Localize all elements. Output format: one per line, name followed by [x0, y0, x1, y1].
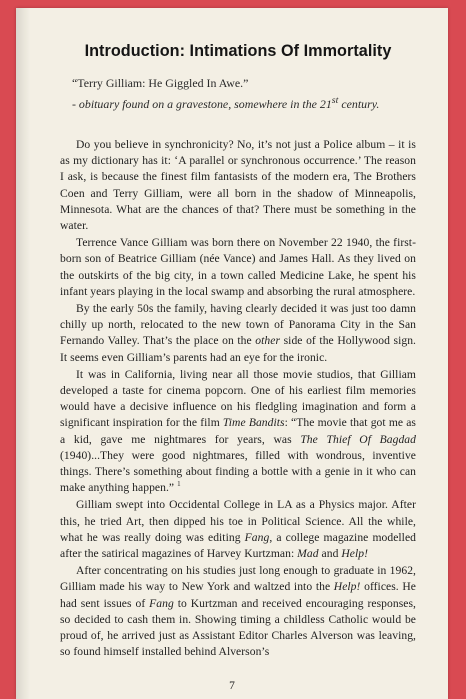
paragraph-6 [60, 563, 416, 660]
paragraph-3-italic-other: other [255, 334, 281, 348]
paragraph-4-text-c: : “The movie that got me as a kid, gave me nightmares for years, was [60, 416, 416, 446]
paragraph-5-italic-mad: Mad [297, 547, 319, 561]
paragraph-3 [60, 301, 416, 366]
paragraph-6-text-e: to Kurtzman and received encouraging responses, so decided to cash them in. Showing timing a childless Catholic would be proud of, he arrived just as Assistant Editor Charles Alverson was leaving, so found himself installed behind Alverson’s [60, 596, 416, 659]
page-number: 7 [229, 680, 235, 692]
paragraph-5-italic-fang: Fang [244, 530, 270, 544]
epigraph-source-text: - obituary found on a gravestone, somewhere in the 21 [72, 96, 332, 111]
paragraph-4 [60, 367, 416, 497]
epigraph [72, 75, 416, 113]
paragraph-5-italic-help: Help! [341, 547, 369, 561]
spine-shadow [16, 8, 30, 699]
paragraph-6-italic-fang: Fang [149, 596, 174, 610]
paragraph-4-italic-time-bandits: Time Bandits [222, 416, 285, 430]
epigraph-quote: “Terry Gilliam: He Giggled In Awe.” [72, 76, 249, 90]
paragraph-4-text-a: It was in California, living near all those movie studios, that Gilliam developed a taste for cinema popcorn. One of his earliest film memories would have a decisive influence on his fledgling imagination and form a significant inspiration for the film [60, 367, 416, 430]
paragraph-5-text-e: and [318, 547, 342, 561]
epigraph-source-end: century. [338, 96, 380, 111]
epigraph-source-superscript: st [331, 95, 339, 106]
paragraph-5-text-c: , a college magazine modelled after the satirical magazines of Harvey Kurtzman: [60, 530, 416, 561]
paragraph-3-text-c: side of the Hollywood sign. It seems even Gilliam’s parents had an eye for the ironic. [60, 334, 417, 364]
paragraph-5 [60, 497, 416, 562]
page-content [60, 42, 416, 661]
book-page [16, 8, 448, 699]
epigraph-source [72, 92, 416, 113]
paragraph-1: Do you believe in synchronicity? No, it’s not just a Police album – it is as my dictionary has it: ‘A parallel or synchronous occurrence.’ The reason I ask, is because the finest film fantasists of the modern era, The Brothers Coen and Terry Gilliam, were all born in the shadow of Minneapolis, Minnesota. What are the chances of that? There must be something in the water. [60, 137, 416, 232]
paragraph-4-text-e: (1940)...They were good nightmares, filled with wondrous, inventive things. There’s something about finding a bottle with a genie in it who can make anything happen.” [60, 448, 416, 495]
footnote-marker: 1 [177, 480, 181, 489]
paragraph-4-italic-thief-of-bagdad: The Thief Of Bagdad [300, 432, 416, 446]
paragraph-6-italic-help: Help! [333, 580, 361, 594]
chapter-title: Introduction: Intimations Of Immortality [84, 42, 392, 60]
paragraph-3-text-a: By the early 50s the family, having clearly decided it was just too damn chilly up north, relocated to the new town of Panorama City in the San Fernando Valley. That’s the place on the [60, 302, 416, 348]
paragraph-5-text-a: Gilliam swept into Occidental College in LA as a Physics major. After this, he tried Art, then dipped his toe in Political Science. All the while, what he was really doing was editing [60, 498, 416, 544]
paragraph-6-text-a: After concentrating on his studies just long enough to graduate in 1962, Gilliam made his way to New York and waltzed into the [60, 564, 416, 594]
paragraph-6-text-c: offices. He had sent issues of [60, 580, 416, 610]
paragraph-2: Terrence Vance Gilliam was born there on November 22 1940, the first-born son of Beatrice Gilliam (née Vance) and James Hall. As they lived on the outskirts of the big city, in a town called Medicine Lake, he spent his infant years playing in the local swamp and absorbing the rural atmosphere. [60, 236, 416, 298]
